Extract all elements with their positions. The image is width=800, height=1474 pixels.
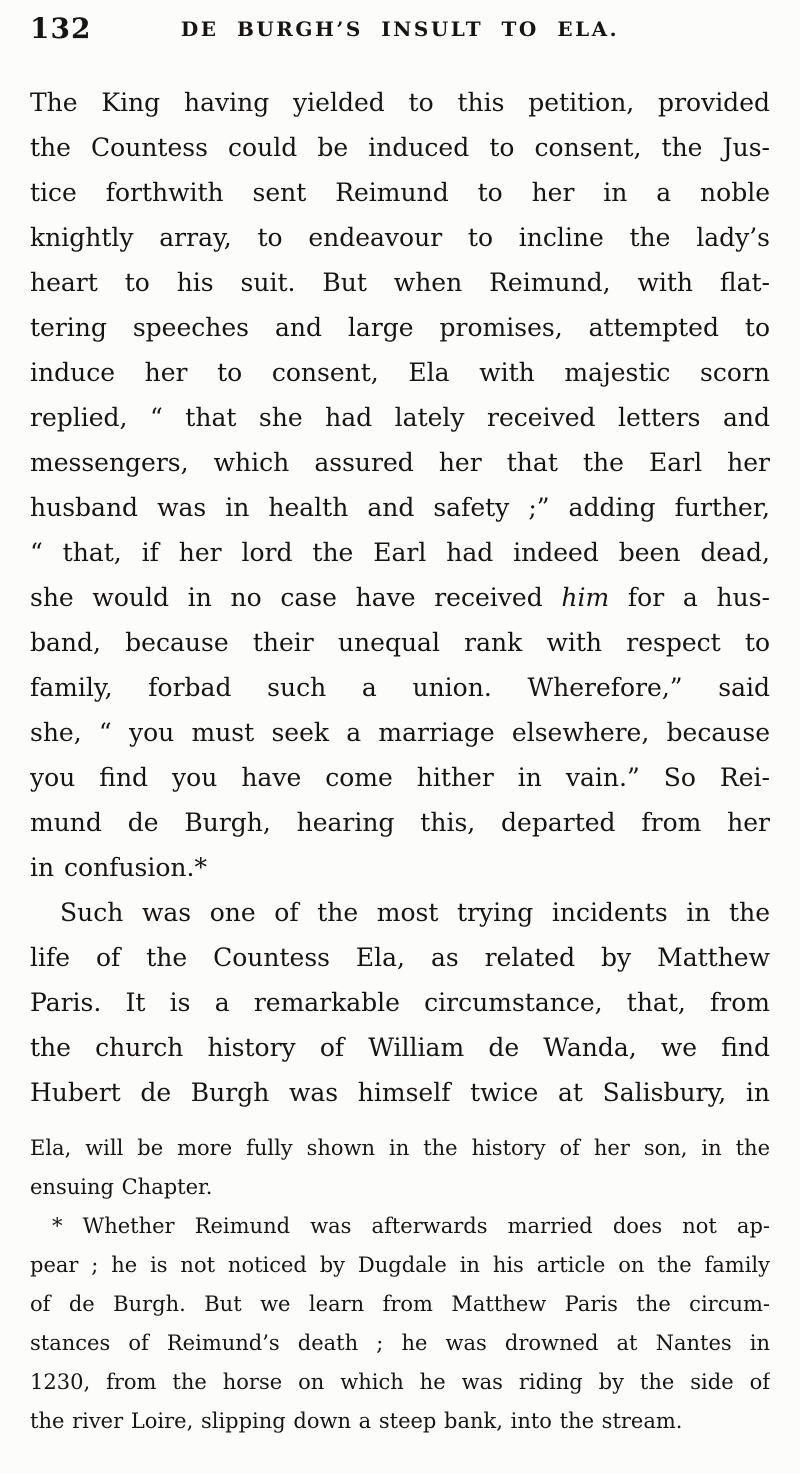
text-line: life of the Countess Ela, as related by Matthew: [30, 943, 770, 972]
text-line: husband was in health and safety ;” adding further,: [30, 493, 770, 522]
footnote-line: Ela, will be more fully shown in the history of her son, in the: [30, 1136, 770, 1160]
paragraph-2: [30, 890, 770, 1115]
footnote-line: 1230, from the horse on which he was riding by the side of: [30, 1370, 770, 1394]
footnote-line: pear ; he is not noticed by Dugdale in his article on the family: [30, 1253, 770, 1277]
text-line: The King having yielded to this petition, provided: [30, 88, 770, 117]
text-line: you find you have come hither in vain.” So Rei-: [30, 763, 770, 792]
text-segment: she would in no case have received: [30, 583, 562, 612]
text-line: messengers, which assured her that the Earl her: [30, 448, 770, 477]
text-line: family, forbad such a union. Wherefore,” said: [30, 673, 770, 702]
text-line: heart to his suit. But when Reimund, with flat-: [30, 268, 770, 297]
paragraph-1: [30, 80, 770, 890]
text-line: Hubert de Burgh was himself twice at Salisbury, in: [30, 1078, 770, 1107]
page-number: 132: [30, 12, 92, 45]
emphasized-word-him: him: [561, 583, 610, 612]
text-line: tering speeches and large promises, attempted to: [30, 313, 770, 342]
text-line: Paris. It is a remarkable circumstance, that, from: [30, 988, 770, 1017]
text-line: the church history of William de Wanda, we find: [30, 1033, 770, 1062]
text-line: replied, “ that she had lately received letters and: [30, 403, 770, 432]
footnote-line: ensuing Chapter.: [30, 1175, 213, 1199]
footnote-asterisk-note: [30, 1207, 770, 1441]
footnote-line-with-asterisk: * Whether Reimund was afterwards married does not ap-: [52, 1214, 770, 1238]
running-title: DE BURGH’S INSULT TO ELA.: [180, 17, 620, 41]
footnote-line: the river Loire, slipping down a steep bank, into the stream.: [30, 1409, 683, 1433]
text-line: Such was one of the most trying incidents in the: [60, 898, 770, 927]
text-line: mund de Burgh, hearing this, departed from her: [30, 808, 770, 837]
footnote-line: stances of Reimund’s death ; he was drowned at Nantes in: [30, 1331, 770, 1355]
text-line-with-footnote-marker: in confusion.*: [30, 853, 207, 882]
text-segment: for a hus-: [609, 583, 770, 612]
footnote-continuation: [30, 1129, 770, 1207]
footnote-line: of de Burgh. But we learn from Matthew Paris the circum-: [30, 1292, 770, 1316]
text-line: “ that, if her lord the Earl had indeed been dead,: [30, 538, 770, 567]
text-line: the Countess could be induced to consent, the Jus-: [30, 133, 770, 162]
text-line-with-emphasis: [30, 575, 770, 620]
footnote-block: [30, 1129, 770, 1441]
text-line: induce her to consent, Ela with majestic scorn: [30, 358, 770, 387]
text-line: knightly array, to endeavour to incline the lady’s: [30, 223, 770, 252]
text-line: she, “ you must seek a marriage elsewhere, because: [30, 718, 770, 747]
main-text: [30, 80, 770, 1115]
text-line: band, because their unequal rank with respect to: [30, 628, 770, 657]
text-line: tice forthwith sent Reimund to her in a noble: [30, 178, 770, 207]
page-header: [30, 12, 770, 50]
